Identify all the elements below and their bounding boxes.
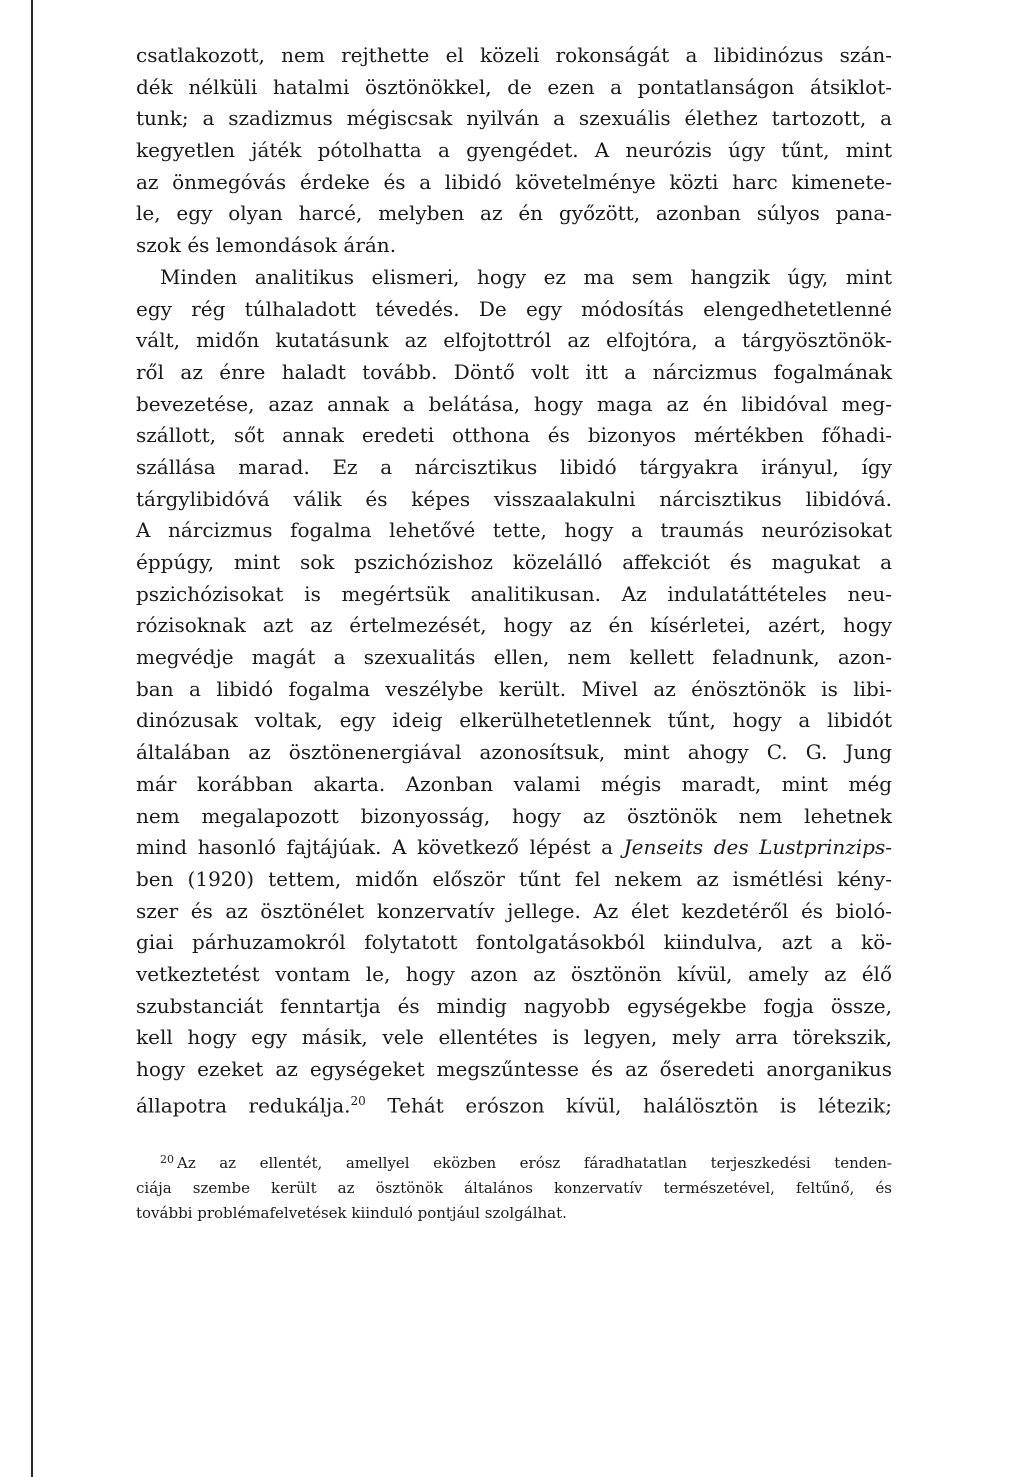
text-line: az önmegóvás érdeke és a libidó követelménye közti harc kimenete-	[136, 169, 892, 194]
footnote-reference: 20	[350, 1093, 366, 1108]
body-text	[136, 40, 892, 1117]
text-line: egy rég túlhaladott tévedés. De egy módosítás elengedhetetlenné	[136, 296, 892, 321]
text-line: megvédje magát a szexualitás ellen, nem kellett feladnunk, azon-	[136, 645, 892, 670]
footnote-number: 20	[160, 1153, 174, 1166]
text-line: rózisoknak azt az értelmezését, hogy az én kísérletei, azért, hogy	[136, 613, 892, 638]
text-line: A nárcizmus fogalma lehetővé tette, hogy a traumás neurózisokat	[136, 518, 892, 543]
italic-book-title: Jenseits des Lustprinzips-	[623, 835, 892, 860]
book-page-body	[136, 40, 892, 1117]
text-line: nem megalapozott bizonyosság, hogy az ösztönök nem lehetnek	[136, 803, 892, 828]
text-line: Minden analitikus elismeri, hogy ez ma sem hangzik úgy, mint	[160, 264, 892, 289]
text-line: tunk; a szadizmus mégiscsak nyilván a szexuális élethez tartozott, a	[136, 106, 892, 131]
text-line: giai párhuzamokról folytatott fontolgatásokból kiindulva, azt a kö-	[136, 930, 892, 955]
footnote-text: Az az ellentét, amellyel eközben erósz fáradhatatlan terjeszkedési tenden-	[177, 1154, 892, 1172]
text-line: le, egy olyan harcé, melyben az én győzött, azonban súlyos pana-	[136, 201, 892, 226]
text-line: kegyetlen játék pótolhatta a gyengédet. A neurózis úgy tűnt, mint	[136, 138, 892, 163]
text-line: pszichózisokat is megértsük analitikusan. Az indulatáttételes neu-	[136, 581, 892, 606]
footnote-line: további problémafelvetések kiinduló pontjául szolgálhat.	[136, 1204, 567, 1222]
text-line: tárgylibidóvá válik és képes visszaalakulni nárcisztikus libidóvá.	[136, 486, 892, 511]
page-binding-edge	[31, 0, 33, 1477]
text-line: szállott, sőt annak eredeti otthona és bizonyos mértékben főhadi-	[136, 423, 892, 448]
text-line: bevezetése, azaz annak a belátása, hogy maga az én libidóval meg-	[136, 391, 892, 416]
text-line: vetkeztetést vontam le, hogy azon az ösztönön kívül, amely az élő	[136, 961, 892, 986]
text-line: általában az ösztönenergiával azonosítsuk, mint ahogy C. G. Jung	[136, 740, 892, 765]
text-line: ről az énre haladt tovább. Döntő volt itt a nárcizmus fogalmának	[136, 359, 892, 384]
text-line: hogy ezeket az egységeket megszűntesse és az őseredeti anorganikus	[136, 1057, 892, 1081]
footnote-line: ciája szembe került az ösztönök általános konzervatív természetével, feltűnő, és	[136, 1179, 892, 1197]
text-line: már korábban akarta. Azonban valami mégis maradt, mint még	[136, 771, 892, 796]
footnote-line	[136, 1151, 892, 1176]
text-segment: Tehát erószon kívül, halálösztön is létezik;	[365, 1093, 892, 1118]
text-line: csatlakozott, nem rejthette el közeli rokonságát a libidinózus szán-	[136, 43, 892, 67]
text-segment: állapotra redukálja.	[136, 1093, 351, 1118]
text-line: szer és az ösztönélet konzervatív jellege. Az élet kezdetéről és bioló-	[136, 898, 892, 923]
text-line: szok és lemondások árán.	[136, 233, 397, 258]
text-line: dék nélküli hatalmi ösztönökkel, de ezen a pontatlanságon átsiklot-	[136, 74, 892, 99]
text-line: éppúgy, mint sok pszichózishoz közelálló affekciót és magukat a	[136, 550, 892, 574]
text-line: ban a libidó fogalma veszélybe került. Mivel az énösztönök is libi-	[136, 676, 892, 701]
text-line: kell hogy egy másik, vele ellentétes is legyen, mely arra törekszik,	[136, 1025, 892, 1050]
text-segment: mind hasonló fajtájúak. A következő lépést a	[136, 835, 624, 860]
text-line: dinózusak voltak, egy ideig elkerülhetetlennek tűnt, hogy a libidót	[136, 708, 892, 733]
footnote-area	[136, 1151, 892, 1226]
text-line: szubstanciát fenntartja és mindig nagyobb egységekbe fogja össze,	[136, 993, 892, 1018]
text-line: szállása marad. Ez a nárcisztikus libidó tárgyakra irányul, így	[136, 454, 892, 479]
text-line: vált, midőn kutatásunk az elfojtottról az elfojtóra, a tárgyösztönök-	[136, 328, 892, 353]
text-line-with-title	[136, 832, 892, 864]
text-line: ben (1920) tettem, midőn először tűnt fel nekem az ismétlési kény-	[136, 866, 892, 891]
text-line-with-footnote-ref	[136, 1086, 892, 1118]
